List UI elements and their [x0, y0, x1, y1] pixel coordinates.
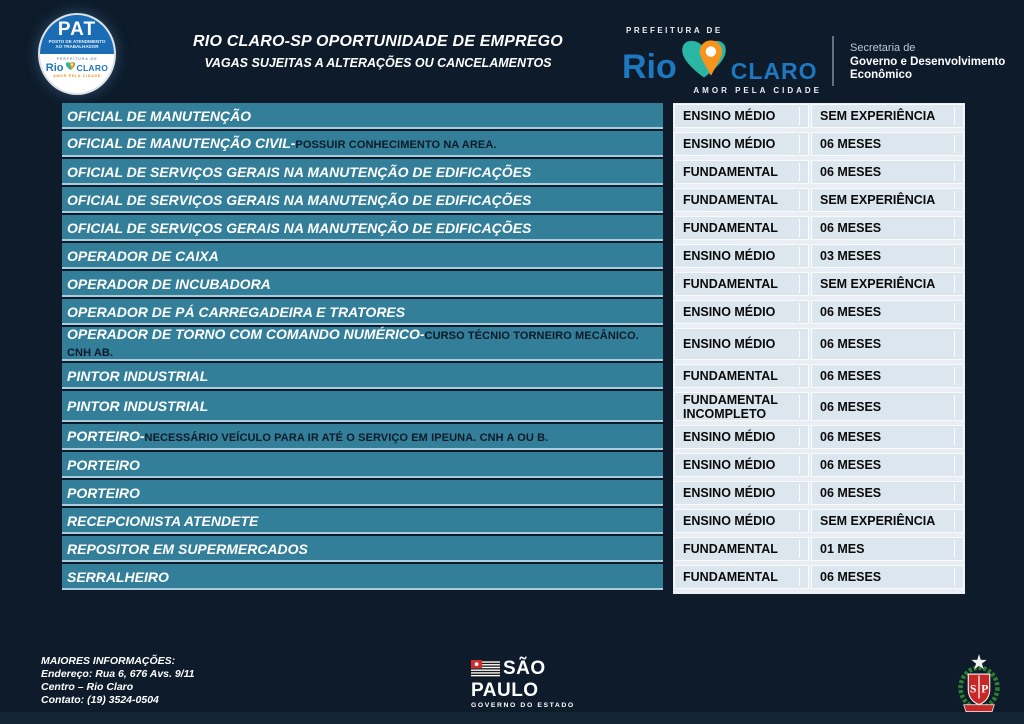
experience-value: 06 MESES — [820, 165, 882, 179]
secretaria-line2: Governo e Desenvolvimento — [850, 55, 1006, 68]
experience-value: SEM EXPERIÊNCIA — [820, 277, 936, 291]
pat-tagline: AMOR PELA CIDADE — [53, 74, 101, 78]
job-title: OFICIAL DE MANUTENÇÃO CIVIL- — [67, 134, 296, 151]
education-cell — [674, 328, 809, 360]
education-value: FUNDAMENTAL — [683, 165, 778, 179]
job-cell — [62, 536, 663, 562]
education-value: ENSINO MÉDIO — [683, 514, 776, 528]
job-title: OFICIAL DE SERVIÇOS GERAIS NA MANUTENÇÃO DE EDIFICAÇÕES — [67, 191, 532, 208]
experience-cell — [811, 188, 964, 212]
education-cell — [674, 300, 809, 324]
job-cell — [62, 187, 663, 213]
table-row — [62, 480, 965, 506]
column-gap — [663, 564, 673, 590]
sao-paulo-gov-logo — [471, 658, 575, 709]
column-gap — [663, 363, 673, 389]
sp-logo-line2: PAULO — [471, 680, 539, 701]
job-cell — [62, 391, 663, 422]
experience-value: 06 MESES — [820, 221, 882, 235]
job-cell — [62, 271, 663, 297]
experience-value: 06 MESES — [820, 137, 882, 151]
info-district: Centro – Rio Claro — [41, 681, 134, 693]
job-title: PORTEIRO — [67, 456, 140, 473]
table-row — [62, 187, 965, 213]
education-cell — [674, 104, 809, 128]
experience-value: 01 MES — [820, 542, 865, 556]
secretaria-line3: Econômico — [850, 69, 912, 81]
sp-flag-icon — [471, 660, 500, 682]
contact-info-block — [41, 655, 195, 707]
column-gap — [663, 131, 673, 157]
column-gap — [663, 424, 673, 450]
education-value: ENSINO MÉDIO — [683, 430, 776, 444]
city-prefeitura-label: PREFEITURA DE — [626, 26, 723, 35]
experience-cell — [811, 328, 964, 360]
table-row — [62, 508, 965, 534]
job-cell — [62, 159, 663, 185]
job-cell — [62, 103, 663, 129]
table-row — [62, 159, 965, 185]
experience-cell — [811, 300, 964, 324]
pat-prefeitura-label: PREFEITURA DE — [56, 57, 98, 61]
column-gap — [663, 452, 673, 478]
column-gap — [663, 327, 673, 361]
table-row — [62, 564, 965, 590]
pat-tiny-line2: AO TRABALHADOR — [55, 44, 99, 49]
education-value: FUNDAMENTAL — [683, 570, 778, 584]
experience-cell — [811, 160, 964, 184]
education-cell — [674, 425, 809, 449]
title-block — [150, 33, 606, 70]
job-cell — [62, 327, 663, 361]
experience-cell — [811, 244, 964, 268]
table-row — [62, 424, 965, 450]
table-row — [62, 131, 965, 157]
header-divider — [832, 36, 834, 86]
job-cell — [62, 508, 663, 534]
education-value: ENSINO MÉDIO — [683, 109, 776, 123]
job-title: OPERADOR DE PÁ CARREGADEIRA E TRATORES — [67, 303, 406, 320]
experience-cell — [811, 104, 964, 128]
table-row — [62, 363, 965, 389]
city-tagline: AMOR PELA CIDADE — [693, 86, 822, 95]
education-value: ENSINO MÉDIO — [683, 137, 776, 151]
education-value: FUNDAMENTAL — [683, 221, 778, 235]
job-cell — [62, 243, 663, 269]
experience-cell — [811, 425, 964, 449]
experience-value: SEM EXPERIÊNCIA — [820, 109, 936, 123]
education-cell — [674, 132, 809, 156]
education-cell — [674, 509, 809, 533]
bottom-band — [0, 712, 1024, 724]
rio-claro-city-logo — [622, 26, 822, 95]
education-value: FUNDAMENTAL — [683, 542, 778, 556]
column-gap — [663, 480, 673, 506]
pat-logo-top — [40, 15, 114, 54]
education-cell — [674, 392, 809, 421]
table-row — [62, 271, 965, 297]
experience-cell — [811, 537, 964, 561]
info-address: Endereço: Rua 6, 676 Avs. 9/11 — [41, 668, 195, 680]
city-claro-text: CLARO — [730, 58, 818, 84]
education-cell — [674, 160, 809, 184]
experience-value: 06 MESES — [820, 369, 882, 383]
job-table-body — [62, 103, 965, 590]
job-cell — [62, 424, 663, 450]
secretaria-line1: Secretaria de — [850, 42, 916, 54]
experience-value: 06 MESES — [820, 486, 882, 500]
experience-value: 06 MESES — [820, 305, 882, 319]
job-note: POSSUIR CONHECIMENTO NA AREA. — [295, 138, 497, 151]
pat-acronym: PAT — [57, 19, 97, 40]
experience-value: 06 MESES — [820, 399, 882, 414]
city-rio-text: Rio — [622, 48, 677, 86]
education-cell — [674, 481, 809, 505]
column-gap — [663, 536, 673, 562]
job-cell — [62, 452, 663, 478]
column-gap — [663, 391, 673, 422]
job-title: REPOSITOR EM SUPERMERCADOS — [67, 540, 308, 557]
education-cell — [674, 565, 809, 589]
experience-cell — [811, 481, 964, 505]
column-gap — [663, 215, 673, 241]
education-value: ENSINO MÉDIO — [683, 249, 776, 263]
job-title: OFICIAL DE MANUTENÇÃO — [67, 107, 252, 124]
experience-value: 06 MESES — [820, 570, 882, 584]
column-gap — [663, 508, 673, 534]
table-row — [62, 215, 965, 241]
experience-value: SEM EXPERIÊNCIA — [820, 193, 936, 207]
secretaria-block — [850, 42, 1015, 83]
experience-value: 06 MESES — [820, 458, 882, 472]
table-row — [62, 103, 965, 129]
job-title: SERRALHEIRO — [67, 568, 169, 585]
job-title: PINTOR INDUSTRIAL — [67, 367, 209, 384]
education-value: ENSINO MÉDIO — [683, 305, 776, 319]
heart-pin-icon — [65, 61, 76, 73]
pat-logo-badge — [40, 15, 114, 93]
page-subtitle: VAGAS SUJEITAS A ALTERAÇÕES OU CANCELAMENTOS — [204, 56, 552, 70]
sp-logo-line1: SÃO — [503, 658, 546, 679]
education-value: ENSINO MÉDIO — [683, 337, 776, 351]
experience-cell — [811, 453, 964, 477]
job-cell — [62, 363, 663, 389]
table-row — [62, 391, 965, 422]
column-gap — [663, 271, 673, 297]
experience-cell — [811, 565, 964, 589]
experience-cell — [811, 132, 964, 156]
education-cell — [674, 188, 809, 212]
education-cell — [674, 453, 809, 477]
table-row — [62, 327, 965, 361]
job-cell — [62, 215, 663, 241]
table-row — [62, 536, 965, 562]
job-note: CURSO TÉCNIO TORNEIRO MECÂNICO. CNH AB. — [67, 330, 639, 359]
education-value: FUNDAMENTAL — [683, 277, 778, 291]
experience-cell — [811, 364, 964, 388]
job-title: OPERADOR DE INCUBADORA — [67, 275, 271, 292]
info-title: MAIORES INFORMAÇÕES: — [41, 655, 176, 667]
education-cell — [674, 364, 809, 388]
education-cell — [674, 272, 809, 296]
column-gap — [663, 103, 673, 129]
table-row — [62, 243, 965, 269]
column-gap — [663, 159, 673, 185]
pat-rio-text: Rio — [45, 62, 64, 74]
column-gap — [663, 243, 673, 269]
education-value: FUNDAMENTAL — [683, 193, 778, 207]
education-value: ENSINO MÉDIO — [683, 486, 776, 500]
pat-logo-bottom — [40, 54, 114, 78]
job-title: OFICIAL DE SERVIÇOS GERAIS NA MANUTENÇÃO DE EDIFICAÇÕES — [67, 219, 532, 236]
job-title: PINTOR INDUSTRIAL — [67, 398, 209, 414]
job-title: PORTEIRO — [67, 484, 140, 501]
education-value: ENSINO MÉDIO — [683, 458, 776, 472]
column-gap — [663, 187, 673, 213]
job-title: OPERADOR DE CAIXA — [67, 247, 219, 264]
education-cell — [674, 537, 809, 561]
experience-value: 03 MESES — [820, 249, 882, 263]
experience-cell — [811, 272, 964, 296]
job-title: PORTEIRO- — [67, 427, 145, 444]
sp-coat-of-arms-icon — [956, 652, 1002, 721]
job-title: RECEPCIONISTA ATENDETE — [67, 512, 259, 529]
sp-logo-line3: GOVERNO DO ESTADO — [471, 702, 575, 709]
job-note: NECESSÁRIO VEÍCULO PARA IR ATÉ O SERVIÇO EM IPEUNA. CNH A OU B. — [144, 431, 549, 444]
job-title: OFICIAL DE SERVIÇOS GERAIS NA MANUTENÇÃO DE EDIFICAÇÕES — [67, 163, 532, 180]
experience-value: 06 MESES — [820, 430, 882, 444]
heart-pin-icon — [678, 36, 730, 86]
job-cell — [62, 299, 663, 325]
education-value: FUNDAMENTAL — [683, 369, 778, 383]
job-cell — [62, 564, 663, 590]
education-cell — [674, 244, 809, 268]
experience-value: SEM EXPERIÊNCIA — [820, 514, 936, 528]
column-gap — [663, 299, 673, 325]
job-cell — [62, 480, 663, 506]
education-cell — [674, 216, 809, 240]
experience-cell — [811, 392, 964, 421]
table-row — [62, 299, 965, 325]
pat-claro-text: CLARO — [76, 63, 109, 73]
page-title: RIO CLARO-SP OPORTUNIDADE DE EMPREGO — [193, 33, 563, 50]
svg-text:S: S — [970, 683, 977, 696]
experience-value: 06 MESES — [820, 337, 882, 351]
experience-cell — [811, 509, 964, 533]
job-cell — [62, 131, 663, 157]
table-row — [62, 452, 965, 478]
job-table — [62, 103, 965, 592]
svg-text:P: P — [981, 683, 989, 696]
job-title: OPERADOR DE TORNO COM COMANDO NUMÉRICO- — [67, 326, 425, 342]
education-value: FUNDAMENTAL INCOMPLETO — [683, 392, 778, 421]
pat-tiny-line1: POSTO DE ATENDIMENTO — [48, 39, 106, 44]
info-contact: Contato: (19) 3524-0504 — [41, 694, 159, 706]
experience-cell — [811, 216, 964, 240]
